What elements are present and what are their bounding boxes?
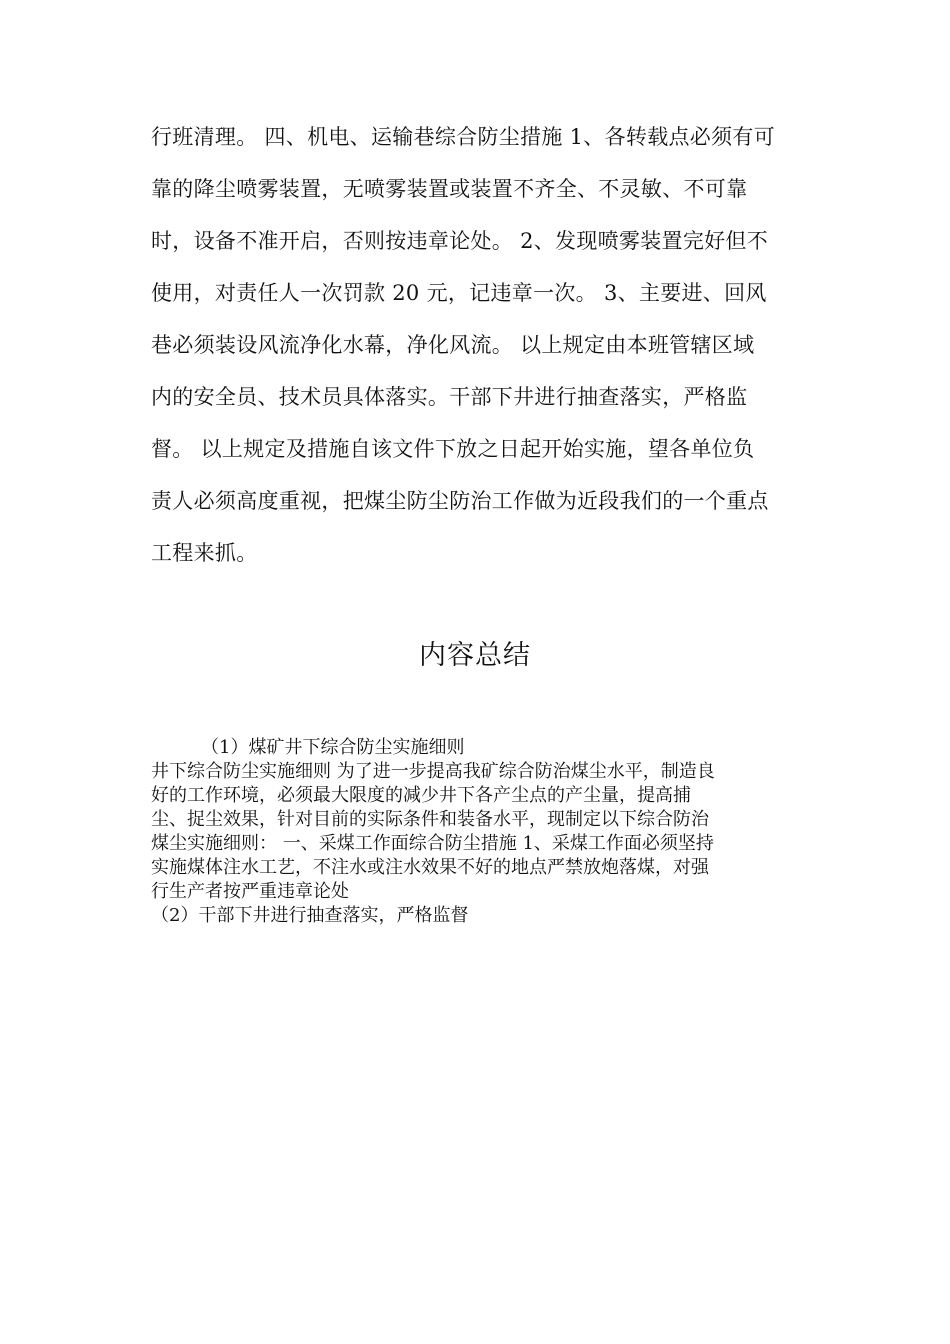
body-line: 时，设备不准开启，否则按违章论处。 2、发现喷雾装置完好但不 [151, 229, 769, 253]
summary-item-1-line: 实施煤体注水工艺，不注水或注水效果不好的地点严禁放炮落煤，对强 [151, 857, 709, 878]
body-line: 责人必须高度重视，把煤尘防尘防治工作做为近段我们的一个重点 [151, 489, 769, 513]
summary-item-1-title: （1）煤矿井下综合防尘实施细则 [201, 737, 465, 758]
summary-section [151, 736, 801, 928]
summary-heading: 内容总结 [419, 640, 531, 671]
body-line: 督。 以上规定及措施自该文件下放之日起开始实施，望各单位负 [151, 437, 755, 461]
summary-item-1-line: 好的工作环境，必须最大限度的减少井下各产尘点的产尘量，提高捕 [151, 785, 691, 806]
body-line: 使用，对责任人一次罚款 20 元，记违章一次。 3、主要进、回风 [151, 281, 767, 305]
body-line: 行班清理。 四、机电、运输巷综合防尘措施 1、各转载点必须有可 [151, 125, 776, 149]
summary-item-2: （2）干部下井进行抽查落实，严格监督 [151, 905, 469, 926]
body-line: 内的安全员、技术员具体落实。干部下井进行抽查落实，严格监 [151, 385, 748, 409]
summary-item-1-line: 井下综合防尘实施细则 为了进一步提高我矿综合防治煤尘水平，制造良 [151, 761, 715, 782]
body-line: 巷必须装设风流净化水幕，净化风流。 以上规定由本班管辖区域 [151, 333, 755, 357]
body-paragraph [151, 115, 801, 583]
summary-item-1-line: 尘、捉尘效果，针对目前的实际条件和装备水平，现制定以下综合防治 [151, 809, 709, 830]
body-line: 靠的降尘喷雾装置，无喷雾装置或装置不齐全、不灵敏、不可靠 [151, 177, 748, 201]
body-line: 工程来抓。 [151, 541, 258, 565]
summary-item-1-line: 行生产者按严重违章论处 [151, 881, 349, 902]
summary-item-1-line: 煤尘实施细则： 一、采煤工作面综合防尘措施 1、采煤工作面必须坚持 [151, 833, 714, 854]
